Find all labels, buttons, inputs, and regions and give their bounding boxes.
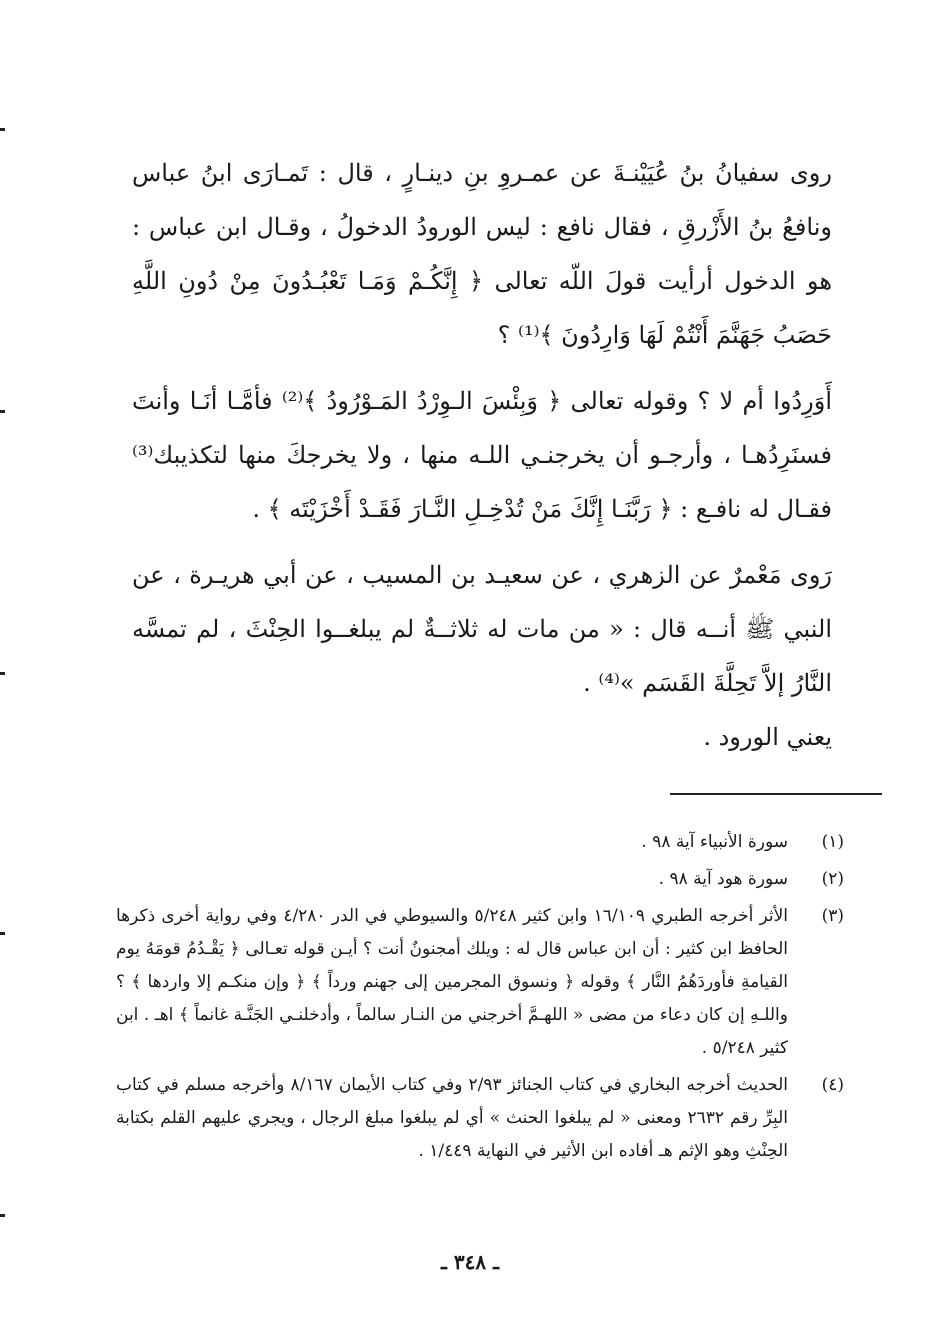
footnote-item [116,863,844,896]
footnote-text: سورة الأنبياء آية ٩٨ . [641,832,788,852]
footnote-item [116,826,844,859]
footnote-number: (٣) [821,906,844,926]
scan-edge-mark [0,672,5,675]
paragraph-conclusion: يعني الورود . [703,723,832,751]
footnote-item [116,1069,844,1168]
footnotes [116,826,844,1172]
footnote-number: (١) [821,832,844,852]
footnote-text: الحديث أخرجه البخاري في كتاب الجنائز ٢/٩٣ وفي كتاب الأيمان ٨/١٦٧ وأخرجه مسلم في كتاب البِرِّ رقم ٢٦٣٢ ومعنى « لم يبلغوا الحنث » أي لم يبلغوا مبلغ الرجال ، ويجري عليهم القلم بكتابة الحِنْثِ وهو الإثم هـ أفاده ابن الأثير في النهاية ١/٤٤٩ . [116,1075,789,1161]
paragraph-hadith: رَوى مَعْمرٌ عن الزهري ، عن سعيـد بن المسيب ، عن أبي هريـرة ، عن النبي ﷺ أنــه قال : « من مات له ثلاثــةٌ لم يبلغــوا الحِنْثَ ، لم تمسَّه النَّارُ إلاَّ تَحِلَّةَ القَسَم »⁽⁴⁾ . [132,561,832,697]
scan-edge-mark [0,1214,5,1217]
paragraph-ibn-abbas-debate: روى سفيانُ بنُ عُيَيْنـةَ عن عمـروِ بنِ دينـارٍ ، قال : تَمـارَى ابنُ عباس ونافعُ بنُ الأَزْرقِ ، فقال نافع : ليس الورودُ الدخولُ ، وقـال ابن عباس : هو الدخول أرأيت قولَ اللّه تعالى ﴿ إِنَّكُـمْ وَمَـا تَعْبُـدُونَ مِنْ دُونِ اللَّهِ حَصَبُ جَهَنَّمَ أَنْتُمْ لَهَا وَارِدُونَ ﴾⁽¹⁾ ؟ [132,159,832,349]
footnote-number: (٢) [821,869,844,889]
main-text [132,146,832,764]
scan-edge-mark [0,932,5,935]
paragraph-quran-verse: أَوَرِدُوا أم لا ؟ وقوله تعالى ﴿ وَبِئْسَ الـوِرْدُ المَـوْرُودُ ﴾⁽²⁾ فأمَّـا أنَـا وأنتَ فسنَرِدُهـا ، وأرجـو أن يخرجنـي اللـه منها ، ولا يخرجكَ منها لتكذيبك⁽³⁾ فقـال له نافـع : ﴿ رَبَّنَـا إِنَّكَ مَنْ تُدْخِـلِ النَّـارَ فَقَـدْ أَخْزَيْتَه ﴾ . [132,387,832,523]
footnote-item [116,900,844,1065]
scan-edge-mark [0,410,5,413]
scan-edge-mark [0,128,5,131]
footnote-divider [670,793,882,795]
page-number: ـ ٣٤٨ ـ [441,1250,499,1274]
footnote-text: الأثر أخرجه الطبري ١٦/١٠٩ وابن كثير ٥/٢٤٨ والسيوطي في الدر ٤/٢٨٠ وفي رواية أخرى ذكرها الحافظ ابن كثير : أن ابن عباس قال له : ويلك أمجنونٌ أنت ؟ أيـن قوله تعـالى ﴿ يَقْـدُمُ قومَهُ يوم القيامةِ فأوردَهُمُ النَّار ﴾ وقوله ﴿ ونسوق المجرمين إلى جهنم ورداً ﴾ ﴿ وإن منكـم إلا واردها ﴾ ؟ واللـهِ إن كان دعاء من مضى « اللهـمَّ أخرجني من النـار سالماً ، وأدخلنـي الجَنَّـة غانماً ﴾ اهـ . ابن كثير ٥/٢٤٨ . [116,906,789,1058]
footnote-number: (٤) [821,1075,844,1095]
footnote-text: سورة هود آية ٩٨ . [658,869,788,889]
